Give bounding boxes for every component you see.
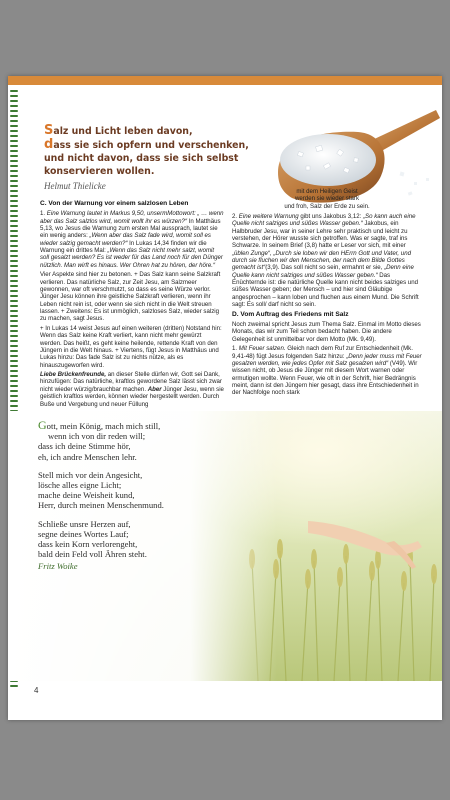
- spiral-mark: [10, 115, 18, 117]
- quote-initial-1: S: [44, 123, 54, 138]
- spiral-mark: [10, 315, 18, 317]
- paragraph: [40, 371, 224, 408]
- spiral-mark: [10, 350, 18, 352]
- quote-text: „Denn eine Quelle kann nicht salziges und süßes Wasser geben.“: [232, 264, 414, 279]
- spiral-mark: [10, 175, 18, 177]
- poem-initial: G: [38, 418, 47, 432]
- body-text: Das Enüchternde ist: die natürliche Quelle kann nicht beides salziges und süßes Wasser geben; der Mensch – und hier sind Gläubige angesprochen – kann loben und fluchen aus einem Mund. Die Schrift sagt: Es soll/ darf nicht so sein.: [232, 271, 419, 309]
- quote-author: Helmut Thielicke: [44, 181, 106, 191]
- paragraph: [232, 345, 422, 396]
- magazine-page: [8, 76, 442, 720]
- spiral-mark: [10, 290, 18, 292]
- spiral-mark: [10, 345, 18, 347]
- spiral-mark: [10, 185, 18, 187]
- poem-line: wenn ich von dir reden will;: [48, 431, 146, 442]
- spiral-mark: [10, 215, 18, 217]
- spiral-mark: [10, 170, 18, 172]
- section-c-heading: C. Von der Warnung vor einem salzlosen Leben: [40, 200, 189, 207]
- spiral-mark: [10, 150, 18, 152]
- paragraph: [232, 213, 422, 308]
- quote-text: „Wenn das Salz nicht mehr salzt, womit soll gesalzt werden? Es ist weder für das Land noch für den Dünger nützlich. Man wirft es hinaus. Wer Ohren hat zu hören, der höre.“: [40, 247, 223, 269]
- paragraph: Noch zweimal spricht Jesus zum Thema Salz. Einmal im Motto dieses Monats, das wir zum Teil schon bedacht haben. Die andere Gelegenheit ist unmittelbar vor dem Motto (Mk. 9,49).: [232, 321, 421, 343]
- emphasis: Aber: [147, 385, 162, 393]
- spiral-mark: [10, 285, 18, 287]
- spiral-mark: [10, 365, 18, 367]
- paragraph: Vier Aspekte sind hier zu betonen. + Das Salz kann seine Salzkraft verlieren. Das natürliche Salz, zur Zeit Jesu, am Salzmeer gewonnen, war oft verschmutzt, so dass es seine Würze verlor. Jünger Jesu können ihre geistliche Salzkraft verlieren, wenn ihr Leben nicht rein ist, oder wenn sie sich nicht in die Welt streuen lassen. + Zweitens: Es ist unmöglich, salzloses Salz, wieder salzig zu machen, sagt Jesus.: [40, 271, 221, 323]
- spiral-mark: [10, 685, 18, 687]
- spiral-mark: [10, 110, 18, 112]
- spiral-mark: [10, 385, 18, 387]
- poem-stanza: [38, 470, 258, 511]
- spiral-mark: [10, 210, 18, 212]
- spiral-mark: [10, 340, 18, 342]
- spiral-mark: [10, 105, 18, 107]
- spiral-mark: [10, 270, 18, 272]
- poem-line: eh, ich andre Menschen lehr.: [38, 451, 137, 462]
- poem-line: Herr, durch meinen Menschenmund.: [38, 500, 164, 511]
- spiral-mark: [10, 245, 18, 247]
- paragraph: + In Lukas 14 weist Jesus auf einen weiteren (dritten) Notstand hin: Wenn das Salz keine Kraft verliert, kann nicht mehr gewürzt werden. Das heißt, es geht keine heilende, rettende Kraft von den Jüngern in die Welt hinaus. + Viertens, fügt Jesus in Matthäus und Lukas hinzu: Das fade Salz ist zu nichts nütze, als es hinauszugeworfen wird.: [40, 324, 222, 369]
- spiral-mark: [10, 135, 18, 137]
- article-left-column: [40, 200, 224, 410]
- poem-stanza: [38, 519, 258, 572]
- body-text: In Matthäus 5,13, wo Jesus die Warnung zum ersten Mal aussprach, lautet sie ein wenig anders:: [40, 217, 221, 240]
- poem-line: Schließe unsre Herzen auf,: [38, 518, 131, 529]
- body-text: an dieser Stelle dürfen wir, Gott sei Dank, hinzufügen: Das natürliche, kraftlos gewordene Salz lässt sich zwar nicht wieder würzig/brauchbar machen.: [40, 371, 222, 393]
- spiral-mark: [10, 180, 18, 182]
- body-text: Jünger Jesu, wenn sie geistlich kraftlos werden, können wieder hergestellt werden. Durch Buße und Vergebung und neuer Füllung: [40, 385, 224, 408]
- spiral-mark: [10, 280, 18, 282]
- spiral-mark: [10, 375, 18, 377]
- poem-line: dass ich deine Stimme hör,: [38, 441, 131, 452]
- quote-text: „Denn jeder muss mit Feuer gesalzen werden, wie jedes Opfer mit Salz gesalzen wird“: [232, 352, 422, 367]
- number-label: 1.: [40, 210, 46, 218]
- quote-text: „üblen Zunge“,: [232, 249, 272, 257]
- quote-line-4: konservieren wollen.: [44, 166, 155, 177]
- spiral-mark: [10, 295, 18, 297]
- spiral-mark: [10, 265, 18, 267]
- number-label: 2.: [232, 213, 238, 221]
- text-line: werden sie wieder stark: [294, 195, 359, 203]
- poem: [38, 420, 258, 580]
- spiral-mark: [10, 200, 18, 202]
- spiral-mark: [10, 305, 18, 307]
- spiral-mark: [10, 125, 18, 127]
- spiral-mark: [10, 325, 18, 327]
- poem-line: Stell mich vor dein Angesicht,: [38, 469, 143, 480]
- quote-text: „Wenn aber das Salz fade wird, womit soll es wieder salzig gemacht werden?“: [40, 232, 211, 247]
- emphasis: Mit Feuer salzen.: [238, 345, 286, 353]
- quote-line-1: alz und Licht leben davon,: [53, 126, 193, 137]
- spiral-mark: [10, 400, 18, 402]
- article-right-column: [232, 188, 422, 399]
- spiral-mark: [10, 120, 18, 122]
- spiral-mark: [10, 95, 18, 97]
- spiral-mark: [10, 310, 18, 312]
- spiral-mark: [10, 335, 18, 337]
- spiral-mark: [10, 360, 18, 362]
- spiral-mark: [10, 225, 18, 227]
- salutation: Liebe Brückenfreunde,: [40, 371, 107, 379]
- body-text: (3,9). Das soll nicht so sein, ermahnt er sie,: [265, 264, 385, 272]
- spiral-mark: [10, 220, 18, 222]
- spiral-mark: [10, 205, 18, 207]
- spiral-mark: [10, 260, 18, 262]
- spiral-mark: [10, 165, 18, 167]
- quote-text: Eine Warnung lautet in Markus 9,50, unsermMottowort: „ … wenn aber das Salz salzlos wird, womit wollt ihr es würzen?“: [40, 210, 224, 225]
- emphasis: Eine weitere Warnung: [238, 213, 299, 221]
- section-d-heading: D. Vom Auftrag des Friedens mit Salz: [232, 310, 349, 318]
- poem-line: ott, mein König, mach mich still,: [46, 421, 161, 431]
- spiral-mark: [10, 355, 18, 357]
- spiral-mark: [10, 395, 18, 397]
- spiral-mark: [10, 190, 18, 192]
- continued-text: [232, 188, 422, 210]
- spiral-mark: [10, 155, 18, 157]
- spiral-mark: [10, 90, 18, 92]
- pull-quote: [44, 124, 264, 191]
- spiral-mark: [10, 230, 18, 232]
- body-text: gibt uns Jakobus 3,12:: [298, 213, 364, 221]
- spiral-mark: [10, 250, 18, 252]
- quote-initial-2: d: [44, 137, 54, 152]
- page-number: 4: [34, 686, 39, 695]
- spiral-mark: [10, 380, 18, 382]
- poem-stanza: [38, 420, 258, 462]
- spiral-mark: [10, 370, 18, 372]
- spiral-mark: [10, 130, 18, 132]
- spiral-mark: [10, 240, 18, 242]
- spiral-mark: [10, 160, 18, 162]
- spiral-mark: [10, 320, 18, 322]
- spiral-mark: [10, 140, 18, 142]
- text-line: und froh, Salz der Erde zu sein.: [284, 202, 370, 210]
- quote-text: „Durch sie loben wir den HErrn Gott und Vater, und durch sie fluchen wir den Menschen, der nach dem Bilde Gottes gemacht ist“: [232, 249, 411, 272]
- top-accent-bar: [8, 76, 442, 85]
- spiral-mark: [10, 330, 18, 332]
- body-text: In Lukas 14,34 finden wir die Warnung ein drittes Mal:: [40, 239, 207, 255]
- text-line: mit dem Heiligen Geist: [296, 188, 358, 195]
- body-text: Gleich nach dem Ruf zur Entschiedenheit (Mk. 9,41-48) fügt Jesus folgenden Satz hinzu:: [232, 345, 413, 360]
- poem-line: mache deine Weisheit kund,: [38, 490, 135, 501]
- poem-line: bald dein Feld voll Ähren steht.: [38, 549, 147, 560]
- spiral-mark: [10, 300, 18, 302]
- spiral-mark: [10, 275, 18, 277]
- spiral-mark: [10, 100, 18, 102]
- poem-line: lösche alles eigne Licht;: [38, 480, 122, 491]
- quote-line-2: ass sie sich opfern und verschenken,: [53, 140, 249, 151]
- quote-text: „So kann auch eine Quelle nicht salziges und süßes Wasser geben.“: [232, 213, 416, 228]
- paragraph: [40, 210, 224, 269]
- poem-line: dass kein Korn verlorengeht,: [38, 539, 138, 550]
- poem-line: segne deines Wortes Lauf;: [38, 528, 129, 539]
- body-text: Jakobus, ein Halbbruder Jesu, war in seiner Lehre sehr praktisch und leicht zu verstehen, der Hörer wusste sich getroffen. Was er sagte, traf ins Schwarze. In seinem Brief (3,8) hatte er Leser vor sich, mit einer: [232, 220, 408, 250]
- poem-author: Fritz Woike: [38, 561, 78, 572]
- spiral-mark: [10, 390, 18, 392]
- quote-line-3: und nicht davon, dass sie sich selbst: [44, 153, 239, 164]
- spiral-mark: [10, 145, 18, 147]
- body-text: (V49). Wir wissen nicht, ob Jesus die Jünger mit diesem Wort warnen oder ermutigen wollte. Wenn Feuer, wie oft in der Schrift, hier Bedrängnis meint, dann ist den Jüngern hier gesagt, dass ihre Entschiedenheit in der Nachfolge noch stark: [232, 359, 419, 397]
- number-label: 1.: [232, 345, 238, 353]
- spiral-mark: [10, 235, 18, 237]
- spiral-mark: [10, 195, 18, 197]
- spiral-mark: [10, 255, 18, 257]
- spiral-mark: [10, 405, 18, 407]
